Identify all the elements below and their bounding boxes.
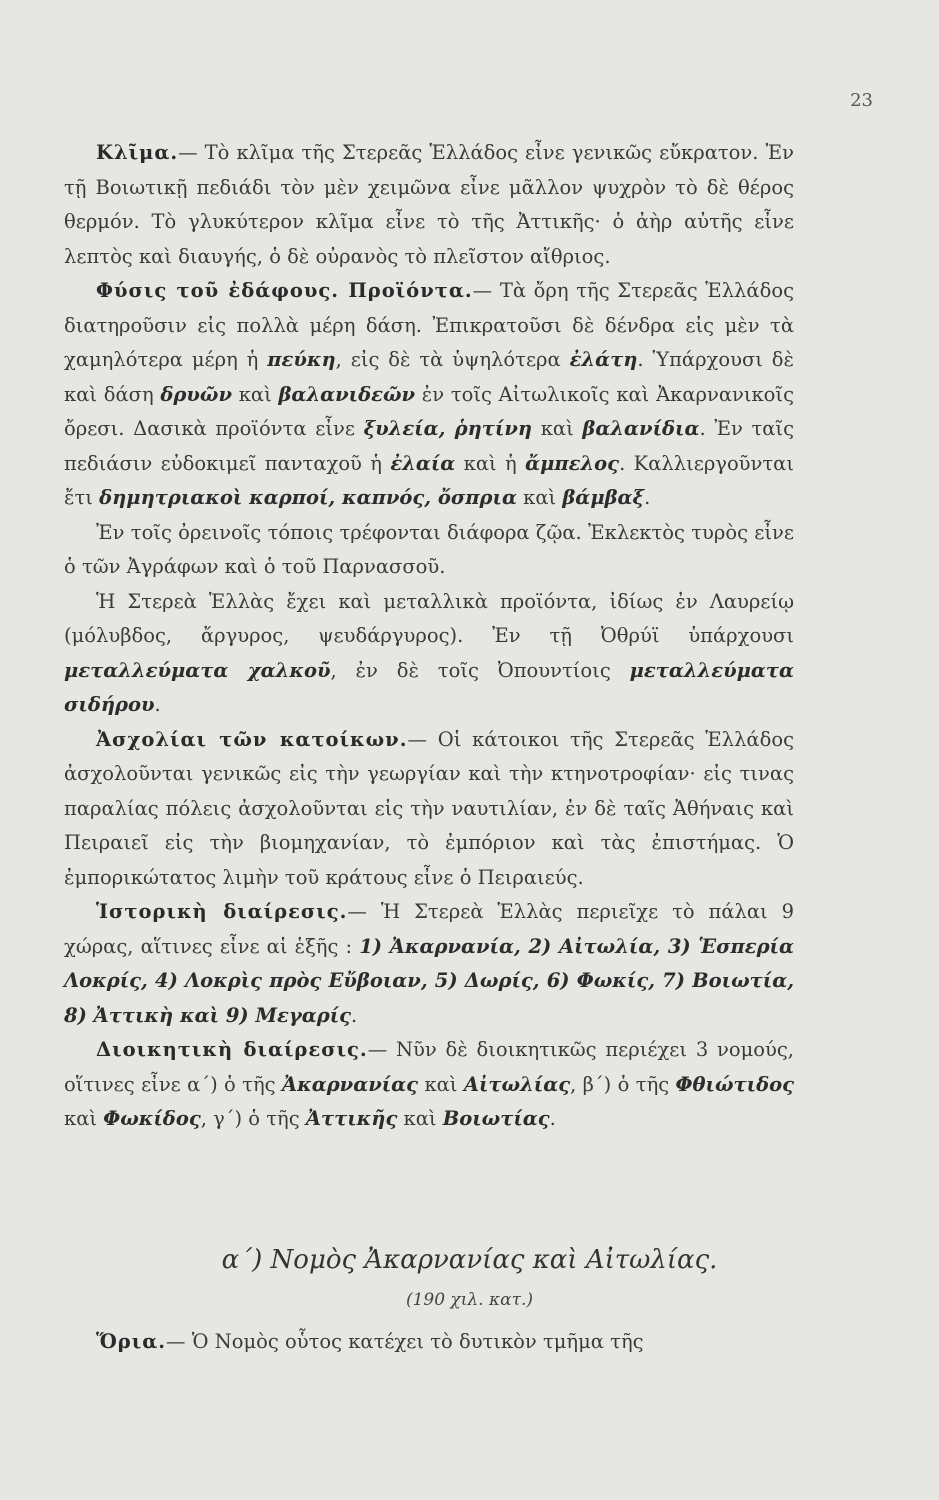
paragraph-istoriki [64, 895, 794, 1033]
paragraph-text: . [351, 1003, 358, 1027]
paragraph-text: . [154, 693, 161, 716]
paragraph-dioikitiki [64, 1033, 794, 1137]
section-subtitle: (190 χιλ. κατ.) [405, 1290, 534, 1310]
paragraph-text: καὶ [397, 1107, 443, 1130]
paragraph-text: . Καλλιεργοῦνται ἔτι [64, 451, 794, 509]
heading-dioikitiki: Διοικητικὴ διαίρεσις. [96, 1038, 368, 1061]
emphasis: πεύκη [267, 348, 336, 371]
emphasis: Ἀττικῆς [305, 1107, 398, 1130]
paragraph-text: Ἡ Στερεὰ Ἑλλὰς ἔχει καὶ μεταλλικὰ προϊόντα, ἰδίως ἐν Λαυρείῳ (μόλυβδος, ἄργυρος, ψευδάργυρος). Ἐν τῇ Ὀθρύϊ ὑπάρχουσι [64, 589, 794, 647]
emphasis: βαλανίδια [582, 417, 700, 440]
paragraph-text: . Ὑπάρχουσι δὲ καὶ δάση [64, 348, 794, 406]
heading-edafos: Φύσις τοῦ ἐδάφους. Προϊόντα. [96, 279, 473, 302]
page-number: 23 [850, 90, 873, 111]
paragraph-text: καὶ [516, 486, 563, 509]
heading-klima: Κλῖμα. [96, 141, 179, 164]
emphasis: Αἰτωλίας [463, 1072, 571, 1096]
emphasis: ξυλεία, ῥητίνη [363, 417, 533, 440]
emphasis: Φωκίδος [103, 1107, 201, 1130]
emphasis: βαλανιδεῶν [278, 382, 416, 406]
emphasis: μεταλλεύματα σιδήρου [64, 658, 794, 716]
emphasis: Φθιώτιδος [675, 1072, 794, 1096]
paragraph-edafos [64, 274, 794, 516]
paragraph-text: καὶ [232, 382, 279, 406]
paragraph-text: — Ἡ Στερεὰ Ἑλλὰς περιεῖχε τὸ πάλαι 9 χώρας, αἵτινες εἶνε αἱ ἑξῆς : [64, 900, 794, 958]
paragraph-text: — Οἱ κάτοικοι τῆς Στερεᾶς Ἑλλάδος ἀσχολοῦνται γενικῶς εἰς τὴν γεωργίαν καὶ τὴν κτηνοτροφίαν· εἰς τινας παραλίας πόλεις ἀσχολοῦνται εἰς τὴν ναυτιλίαν, ἐν δὲ ταῖς Ἀθήναις καὶ Πειραιεῖ εἰς τὴν βιομηχανίαν, τὸ ἐμπόριον καὶ τὰς ἐπιστήμας. Ὁ ἐμπορικώτατος λιμὴν τοῦ κράτους εἶνε ὁ Πειραιεύς. [64, 727, 794, 889]
paragraph-text: — Ὁ Νομὸς οὗτος κατέχει τὸ δυτικὸν τμῆμα τῆς [166, 1330, 644, 1353]
paragraph-text: , γ΄) ὁ τῆς [200, 1107, 306, 1130]
paragraph-text: ἐν τοῖς Αἰτωλικοῖς καὶ Ἀκαρνανικοῖς ὄρεσι. Δασικὰ προϊόντα εἶνε [64, 382, 794, 440]
emphasis: μεταλλεύματα χαλκοῦ [64, 658, 331, 682]
paragraph-metalla [64, 585, 794, 723]
emphasis: δημητριακοὶ καρποί, καπνός, ὄσπρια [99, 486, 517, 509]
emphasis: Βοιωτίας [442, 1107, 550, 1130]
paragraph-text: καὶ ἡ [455, 451, 526, 475]
last-paragraph-block [64, 1325, 794, 1360]
heading-istoriki: Ἱστορικὴ διαίρεσις. [96, 900, 348, 923]
emphasis: ἄμπελος [525, 451, 620, 475]
paragraph-text: . Ἐν ταῖς πεδιάσιν εὐδοκιμεῖ πανταχοῦ ἡ [64, 417, 794, 475]
paragraph-text: — Τὰ ὄρη τῆς Στερεᾶς Ἑλλάδος διατηροῦσιν εἰς πολλὰ μέρη δάση. Ἐπικρατοῦσι δὲ δένδρα εἰς μὲν τὰ χαμηλότερα μέρη ἡ [64, 279, 794, 371]
paragraph-text: . [644, 486, 651, 509]
paragraph-text: . [549, 1107, 556, 1130]
paragraph-text: καὶ [532, 417, 583, 440]
emphasis: δρυῶν [160, 382, 232, 406]
paragraph-text: — Νῦν δὲ διοικητικῶς περιέχει 3 νομούς, οἵτινες εἶνε α΄) ὁ τῆς [64, 1038, 794, 1096]
emphasis: 1) Ἀκαρνανία, 2) Αἰτωλία, 3) Ἑσπερία Λοκρίς, 4) Λοκρὶς πρὸς Εὔβοιαν, 5) Δωρίς, 6) Φωκίς, 7) Βοιωτία, 8) Ἀττικὴ καὶ 9) Μεγαρίς [64, 934, 794, 1027]
paragraph-text: , ἐν δὲ τοῖς Ὀπουντίοις [330, 658, 630, 682]
main-text [64, 136, 794, 1137]
paragraph-text: Ἐν τοῖς ὀρεινοῖς τόποις τρέφονται διάφορα ζῷα. Ἐκλεκτὸς τυρὸς εἶνε ὁ τῶν Ἀγράφων καὶ ὁ τοῦ Παρνασσοῦ. [64, 520, 794, 578]
heading-oria: Ὅρια. [96, 1330, 166, 1353]
heading-ascholiai: Ἀσχολίαι τῶν κατοίκων. [96, 727, 408, 751]
paragraph-text: , εἰς δὲ τὰ ὑψηλότερα [335, 348, 570, 371]
emphasis: ἐλάτη [569, 348, 638, 371]
paragraph-ascholiai [64, 723, 794, 896]
paragraph-text: καὶ [418, 1072, 464, 1096]
emphasis: ἐλαία [390, 451, 456, 475]
paragraph-klima [64, 136, 794, 274]
emphasis: βάμβαξ [562, 486, 645, 509]
section-title: α΄) Νομὸς Ἀκαρνανίας καὶ Αἰτωλίας. [221, 1245, 718, 1275]
emphasis: Ἀκαρνανίας [281, 1072, 419, 1096]
paragraph-oria [64, 1325, 794, 1360]
paragraph-text: — Τὸ κλῖμα τῆς Στερεᾶς Ἑλλάδος εἶνε γενικῶς εὔκρατον. Ἐν τῇ Βοιωτικῇ πεδιάδι τὸν μὲν χειμῶνα εἶνε μᾶλλον ψυχρὸν τὸ δὲ θέρος θερμόν. Τὸ γλυκύτερον κλῖμα εἶνε τὸ τῆς Ἀττικῆς· ὁ ἀὴρ αὐτῆς εἶνε λεπτὸς καὶ διαυγής, ὁ δὲ οὐρανὸς τὸ πλεῖστον αἴθριος. [64, 141, 794, 268]
paragraph-text: , β΄) ὁ τῆς [570, 1072, 676, 1096]
paragraph-zoa [64, 516, 794, 585]
paragraph-text: καὶ [64, 1107, 104, 1130]
